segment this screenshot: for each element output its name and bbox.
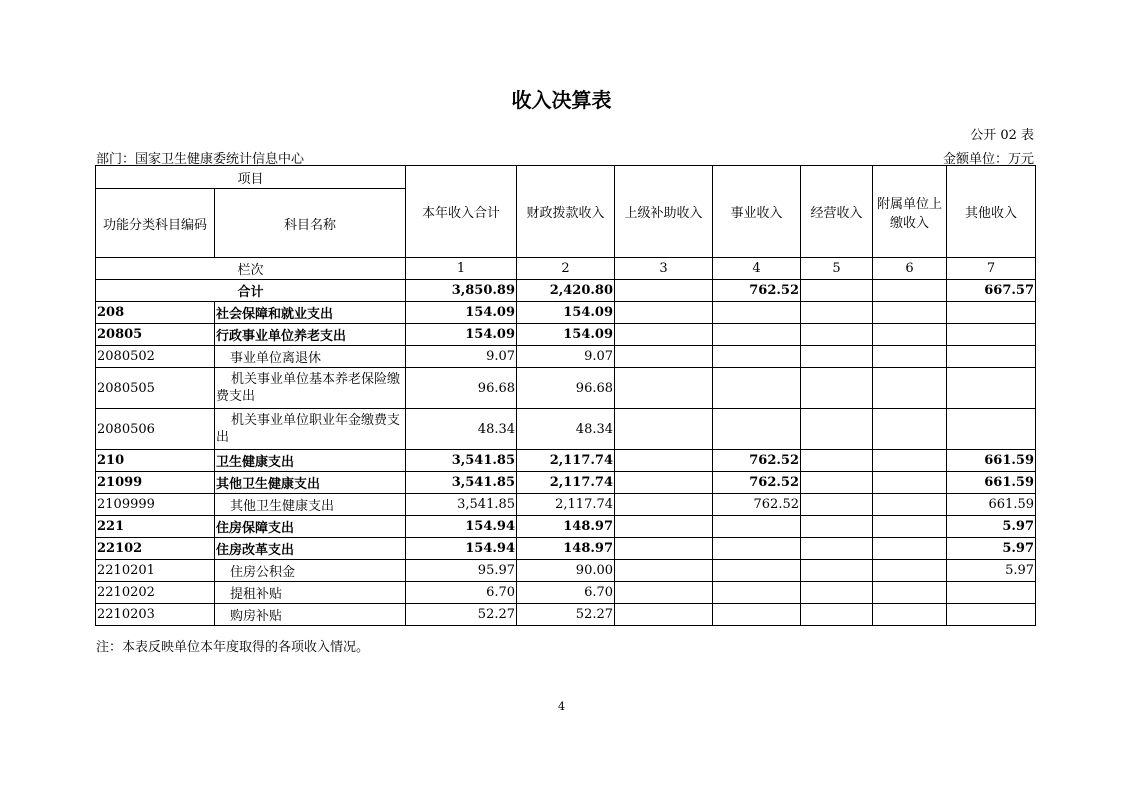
row-value: 96.68 (517, 368, 615, 409)
row-code: 2080502 (96, 346, 215, 368)
row-value (873, 494, 947, 516)
column-index-7: 7 (947, 258, 1036, 280)
row-value (801, 582, 873, 604)
row-name: 住房改革支出 (215, 538, 406, 560)
row-value (713, 604, 801, 626)
row-name: 事业单位离退休 (215, 346, 406, 368)
row-value (873, 409, 947, 450)
row-value (615, 450, 713, 472)
table-row (96, 450, 1036, 472)
total-value (801, 280, 873, 302)
row-value (801, 516, 873, 538)
row-value (947, 582, 1036, 604)
row-value (873, 346, 947, 368)
page-number: 4 (558, 700, 565, 713)
table-row (96, 516, 1036, 538)
row-value (801, 302, 873, 324)
row-value: 90.00 (517, 560, 615, 582)
total-value: 2,420.80 (517, 280, 615, 302)
row-value: 154.94 (406, 538, 517, 560)
row-value: 2,117.74 (517, 494, 615, 516)
row-value: 154.94 (406, 516, 517, 538)
header-col-1: 本年收入合计 (406, 166, 517, 258)
row-value: 3,541.85 (406, 494, 517, 516)
table-row (96, 409, 1036, 450)
row-value (615, 409, 713, 450)
row-value (801, 346, 873, 368)
row-value: 3,541.85 (406, 472, 517, 494)
column-index-6: 6 (873, 258, 947, 280)
row-value: 6.70 (406, 582, 517, 604)
table-row (96, 560, 1036, 582)
header-col-5: 经营收入 (801, 166, 873, 258)
row-value (873, 604, 947, 626)
header-col-7: 其他收入 (947, 166, 1036, 258)
row-value: 661.59 (947, 494, 1036, 516)
row-value (615, 494, 713, 516)
row-value (801, 450, 873, 472)
row-value (873, 450, 947, 472)
row-code: 208 (96, 302, 215, 324)
row-value (615, 346, 713, 368)
column-index-4: 4 (713, 258, 801, 280)
row-value (713, 538, 801, 560)
row-value (873, 538, 947, 560)
row-code: 21099 (96, 472, 215, 494)
column-index-1: 1 (406, 258, 517, 280)
row-value: 48.34 (406, 409, 517, 450)
column-index-2: 2 (517, 258, 615, 280)
row-value: 6.70 (517, 582, 615, 604)
row-value (873, 582, 947, 604)
table-note: 注：本表反映单位本年度取得的各项收入情况。 (96, 640, 370, 655)
row-value (873, 368, 947, 409)
column-index-5: 5 (801, 258, 873, 280)
row-value (713, 582, 801, 604)
row-value: 154.09 (517, 302, 615, 324)
row-value: 3,541.85 (406, 450, 517, 472)
row-value (947, 324, 1036, 346)
row-value: 5.97 (947, 516, 1036, 538)
row-value (801, 409, 873, 450)
row-value (615, 538, 713, 560)
total-value: 667.57 (947, 280, 1036, 302)
row-code: 2210201 (96, 560, 215, 582)
row-value (713, 302, 801, 324)
row-value: 9.07 (406, 346, 517, 368)
header-name: 科目名称 (215, 189, 406, 258)
page-title: 收入决算表 (511, 88, 612, 112)
row-value: 52.27 (517, 604, 615, 626)
row-value (947, 409, 1036, 450)
table-row (96, 346, 1036, 368)
row-name: 其他卫生健康支出 (215, 472, 406, 494)
total-row (96, 280, 1036, 302)
row-value (615, 582, 713, 604)
total-label: 合计 (96, 280, 406, 302)
row-code: 22102 (96, 538, 215, 560)
row-value: 2,117.74 (517, 472, 615, 494)
form-number: 公开 02 表 (970, 128, 1034, 143)
table-row (96, 324, 1036, 346)
row-code: 2210202 (96, 582, 215, 604)
row-name: 社会保障和就业支出 (215, 302, 406, 324)
row-value: 48.34 (517, 409, 615, 450)
row-value (873, 472, 947, 494)
table-row (96, 582, 1036, 604)
row-value: 5.97 (947, 538, 1036, 560)
row-value (713, 409, 801, 450)
total-value: 762.52 (713, 280, 801, 302)
total-value (615, 280, 713, 302)
income-final-accounts-table (95, 165, 1036, 626)
row-code: 2210203 (96, 604, 215, 626)
row-name: 购房补贴 (215, 604, 406, 626)
row-value (713, 324, 801, 346)
row-code: 2109999 (96, 494, 215, 516)
header-col-4: 事业收入 (713, 166, 801, 258)
row-value (713, 368, 801, 409)
row-code: 221 (96, 516, 215, 538)
row-value (713, 560, 801, 582)
header-col-3: 上级补助收入 (615, 166, 713, 258)
row-value (615, 472, 713, 494)
row-value (713, 516, 801, 538)
row-value (947, 302, 1036, 324)
row-value: 762.52 (713, 472, 801, 494)
row-code: 20805 (96, 324, 215, 346)
total-value: 3,850.89 (406, 280, 517, 302)
row-value (615, 516, 713, 538)
row-value (801, 368, 873, 409)
row-value (615, 560, 713, 582)
row-value (947, 604, 1036, 626)
table-row (96, 472, 1036, 494)
row-name: 机关事业单位基本养老保险缴费支出 (215, 368, 406, 409)
row-value (615, 324, 713, 346)
row-name: 其他卫生健康支出 (215, 494, 406, 516)
table-row (96, 368, 1036, 409)
header-col-2: 财政拨款收入 (517, 166, 615, 258)
total-value (873, 280, 947, 302)
row-value (801, 324, 873, 346)
row-value: 762.52 (713, 494, 801, 516)
row-value: 9.07 (517, 346, 615, 368)
row-value: 52.27 (406, 604, 517, 626)
row-value (615, 368, 713, 409)
row-value: 95.97 (406, 560, 517, 582)
row-value: 154.09 (406, 324, 517, 346)
row-value: 661.59 (947, 472, 1036, 494)
row-name: 卫生健康支出 (215, 450, 406, 472)
row-value (801, 560, 873, 582)
row-value: 154.09 (406, 302, 517, 324)
row-value (615, 302, 713, 324)
row-value: 2,117.74 (517, 450, 615, 472)
row-name: 住房保障支出 (215, 516, 406, 538)
column-index-3: 3 (615, 258, 713, 280)
header-item: 项目 (96, 166, 406, 189)
row-value (873, 560, 947, 582)
table-row (96, 538, 1036, 560)
row-value: 762.52 (713, 450, 801, 472)
row-value: 96.68 (406, 368, 517, 409)
row-value (801, 604, 873, 626)
table-row (96, 494, 1036, 516)
department-label: 部门：国家卫生健康委统计信息中心 (96, 152, 305, 167)
row-value (873, 324, 947, 346)
table-row (96, 604, 1036, 626)
row-code: 210 (96, 450, 215, 472)
row-code: 2080506 (96, 409, 215, 450)
row-code: 2080505 (96, 368, 215, 409)
row-value: 661.59 (947, 450, 1036, 472)
row-value: 154.09 (517, 324, 615, 346)
row-value (801, 538, 873, 560)
row-name: 行政事业单位养老支出 (215, 324, 406, 346)
row-value: 148.97 (517, 516, 615, 538)
header-col-6: 附属单位上缴收入 (873, 166, 947, 258)
row-name: 住房公积金 (215, 560, 406, 582)
row-value (873, 516, 947, 538)
row-value (873, 302, 947, 324)
column-index-label: 栏次 (96, 258, 406, 280)
row-value (801, 472, 873, 494)
row-value (947, 346, 1036, 368)
row-name: 提租补贴 (215, 582, 406, 604)
row-value: 148.97 (517, 538, 615, 560)
row-value (947, 368, 1036, 409)
amount-unit-label: 金额单位：万元 (942, 152, 1034, 167)
header-code: 功能分类科目编码 (96, 189, 215, 258)
row-value: 5.97 (947, 560, 1036, 582)
table-row (96, 302, 1036, 324)
row-value (801, 494, 873, 516)
row-value (615, 604, 713, 626)
row-value (713, 346, 801, 368)
row-name: 机关事业单位职业年金缴费支出 (215, 409, 406, 450)
